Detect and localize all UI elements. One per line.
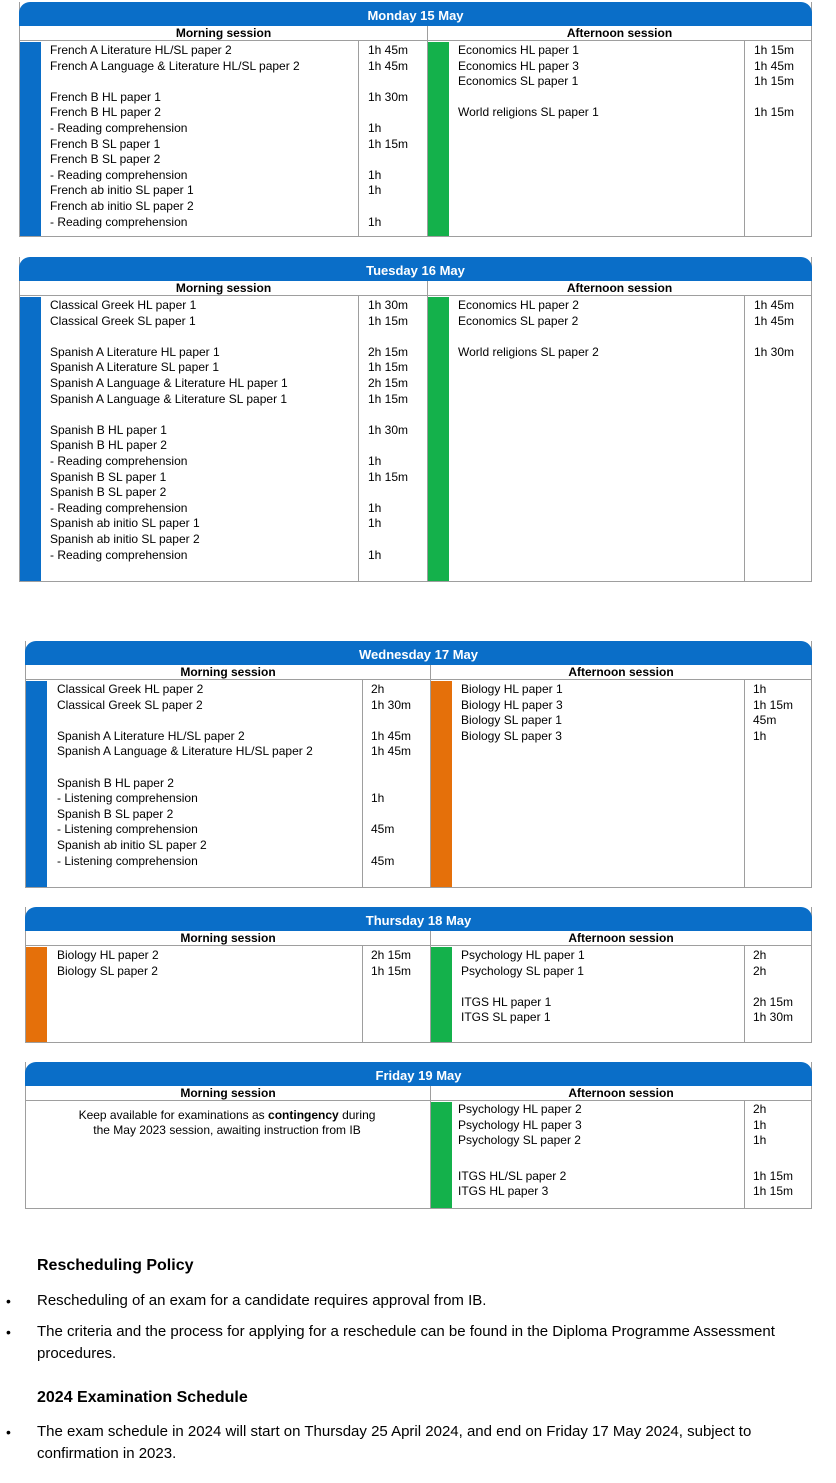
- exam-name: - Listening comprehension: [57, 853, 198, 868]
- afternoon-header: Afternoon session: [430, 931, 812, 946]
- afternoon-exams: [458, 298, 599, 360]
- exam-name: Spanish ab initio SL paper 1: [50, 516, 200, 531]
- exam-name: French ab initio SL paper 1: [50, 183, 194, 198]
- afternoon-color-bar: [431, 681, 452, 887]
- exam-name: Biology HL paper 1: [461, 682, 563, 696]
- morning-exams: [57, 682, 313, 869]
- duration: 1h: [368, 120, 382, 135]
- morning-color-bar: [26, 947, 47, 1042]
- exam-name: Spanish B HL paper 2: [57, 775, 174, 790]
- duration: [368, 105, 408, 121]
- exam-name: Spanish ab initio SL paper 2: [57, 837, 207, 852]
- exam-name: Biology SL paper 2: [57, 963, 158, 978]
- duration: 1h 15m: [368, 391, 409, 406]
- duration: 1h 30m: [754, 344, 795, 359]
- duration: [371, 838, 411, 854]
- spacer-row: [368, 329, 408, 345]
- duration: 1h 45m: [754, 58, 795, 73]
- afternoon-color-bar: [428, 297, 449, 581]
- day-title: Wednesday 17 May: [25, 641, 812, 665]
- spacer-row: [458, 90, 599, 106]
- spacer-row: [57, 713, 313, 729]
- exam-name: Classical Greek HL paper 2: [57, 682, 204, 696]
- exam-name: ITGS HL paper 1: [461, 994, 552, 1009]
- duration: 1h 45m: [371, 728, 412, 743]
- spacer-row: [461, 979, 585, 995]
- afternoon-color-bar: [431, 1102, 452, 1208]
- exam-name: Spanish A Literature SL paper 1: [50, 360, 220, 375]
- contingency-note: Keep available for examinations as contingency during the May 2023 session, awaiting instruction from IB: [78, 1108, 376, 1137]
- exam-name: Classical Greek SL paper 2: [57, 697, 203, 712]
- afternoon-header: Afternoon session: [430, 665, 812, 680]
- duration: 1h 15m: [753, 1184, 794, 1199]
- day-table-tuesday: [19, 257, 812, 582]
- exam-name: Psychology SL paper 2: [458, 1133, 581, 1148]
- exam-name: Spanish B SL paper 2: [50, 485, 167, 500]
- rescheduling-bullet-2: The criteria and the process for applying for a reschedule can be found in the Diploma Programme Assessment procedures.: [37, 1323, 775, 1362]
- morning-color-bar: [20, 297, 41, 581]
- duration: 2h: [753, 948, 767, 962]
- duration: 1h: [368, 167, 382, 182]
- morning-durations: [368, 298, 408, 563]
- day-title: Tuesday 16 May: [19, 257, 812, 281]
- duration: 1h: [753, 1133, 767, 1148]
- exam-name: Spanish ab initio SL paper 2: [50, 531, 200, 546]
- afternoon-durations: [754, 298, 794, 360]
- afternoon-exams: [461, 682, 563, 744]
- schedule-2024-bullet-1: The exam schedule in 2024 will start on Thursday 25 April 2024, and end on Friday 17 May 2024, subject to confirmation in 2023.: [37, 1423, 752, 1462]
- exam-name: Economics HL paper 1: [458, 43, 579, 57]
- duration: 2h 15m: [371, 948, 412, 962]
- duration: 2h 15m: [368, 344, 409, 359]
- afternoon-color-bar: [428, 42, 449, 236]
- duration: 1h: [753, 682, 767, 696]
- exam-name: Biology SL paper 1: [461, 713, 562, 728]
- rescheduling-heading: Rescheduling Policy: [37, 1257, 194, 1274]
- rescheduling-bullet-1: Rescheduling of an exam for a candidate requires approval from IB.: [37, 1292, 487, 1309]
- duration: 1h 15m: [368, 360, 409, 375]
- day-table-wednesday: [25, 641, 812, 888]
- duration: 1h 15m: [754, 105, 795, 120]
- day-table-monday: [19, 2, 812, 237]
- exam-name: French B HL paper 2: [50, 105, 161, 120]
- afternoon-durations: [754, 43, 794, 121]
- duration: 1h: [368, 547, 382, 562]
- exam-name: Psychology HL paper 1: [461, 948, 585, 962]
- duration: 2h: [753, 963, 767, 978]
- morning-durations: [371, 682, 411, 869]
- exam-name: French B HL paper 1: [50, 89, 161, 104]
- exam-name: Spanish A Language & Literature SL paper 1: [50, 391, 288, 406]
- morning-durations: [371, 948, 411, 979]
- schedule-2024-heading: 2024 Examination Schedule: [37, 1389, 248, 1406]
- spacer-row: [371, 760, 411, 776]
- exam-name: Spanish A Literature HL/SL paper 2: [57, 728, 245, 743]
- duration: 1h 45m: [371, 744, 412, 759]
- morning-durations: [368, 43, 408, 230]
- afternoon-header: Afternoon session: [427, 26, 812, 41]
- morning-color-bar: [26, 681, 47, 887]
- exam-name: - Reading comprehension: [50, 500, 188, 515]
- day-title: Friday 19 May: [25, 1062, 812, 1086]
- afternoon-exams: [458, 43, 599, 121]
- exam-name: Spanish A Literature HL paper 1: [50, 344, 220, 359]
- exam-name: French B SL paper 2: [50, 152, 161, 167]
- exam-name: ITGS HL/SL paper 2: [458, 1168, 567, 1183]
- duration: 2h 15m: [753, 994, 794, 1009]
- afternoon-exams: [461, 948, 585, 1026]
- duration: 1h 30m: [368, 298, 409, 312]
- duration: 1h: [368, 516, 382, 531]
- exam-name: Biology HL paper 2: [57, 948, 159, 962]
- duration: 1h 15m: [754, 43, 795, 57]
- exam-name: Spanish B SL paper 2: [57, 806, 174, 821]
- exam-name: Biology HL paper 3: [461, 697, 563, 712]
- spacer-row: [57, 760, 313, 776]
- exam-name: Spanish A Language & Literature HL paper 1: [50, 375, 288, 390]
- duration: 1h 30m: [371, 697, 412, 712]
- afternoon-durations: [753, 948, 793, 1026]
- spacer-row: [368, 74, 408, 90]
- duration: 1h 15m: [753, 697, 794, 712]
- exam-name: Economics HL paper 2: [458, 298, 579, 312]
- duration: 45m: [753, 713, 777, 728]
- morning-header: Morning session: [26, 931, 430, 946]
- duration: 1h 30m: [368, 89, 409, 104]
- duration: 1h 15m: [753, 1168, 794, 1183]
- morning-exams: [50, 298, 288, 563]
- morning-header: Morning session: [20, 281, 427, 296]
- exam-name: Economics SL paper 2: [458, 313, 579, 328]
- duration: 1h: [368, 453, 382, 468]
- duration: 1h: [368, 183, 382, 198]
- morning-header: Morning session: [26, 665, 430, 680]
- spacer-row: [50, 407, 288, 423]
- afternoon-header: Afternoon session: [427, 281, 812, 296]
- spacer-row: [368, 407, 408, 423]
- spacer-row: [753, 979, 793, 995]
- afternoon-exams: [458, 1102, 582, 1200]
- duration: 1h 45m: [368, 43, 409, 57]
- spacer-row: [50, 74, 300, 90]
- exam-name: - Listening comprehension: [57, 822, 198, 837]
- duration: 1h 45m: [754, 313, 795, 328]
- duration: 1h 45m: [754, 298, 795, 312]
- exam-name: Psychology SL paper 1: [461, 963, 584, 978]
- spacer-row: [50, 329, 288, 345]
- exam-name: Biology SL paper 3: [461, 728, 562, 743]
- duration: 1h 30m: [753, 1010, 794, 1025]
- exam-name: Spanish B SL paper 1: [50, 469, 167, 484]
- day-title: Thursday 18 May: [25, 907, 812, 931]
- exam-name: - Reading comprehension: [50, 453, 188, 468]
- afternoon-durations: [753, 1102, 793, 1200]
- spacer-row: [371, 713, 411, 729]
- spacer-row: [753, 1149, 793, 1169]
- duration: 1h 15m: [371, 963, 412, 978]
- duration: 2h: [753, 1102, 767, 1116]
- duration: 1h: [368, 500, 382, 515]
- duration: 1h: [371, 791, 385, 806]
- duration: [368, 438, 408, 454]
- duration: 1h 15m: [754, 74, 795, 89]
- duration: [368, 485, 408, 501]
- exam-name: French A Language & Literature HL/SL paper 2: [50, 58, 300, 73]
- day-table-thursday: [25, 907, 812, 1043]
- duration: [368, 199, 408, 215]
- afternoon-durations: [753, 682, 793, 744]
- duration: 1h 45m: [368, 58, 409, 73]
- exam-name: Spanish A Language & Literature HL/SL paper 2: [57, 744, 313, 759]
- exam-name: Spanish B HL paper 2: [50, 438, 167, 453]
- spacer-row: [754, 329, 794, 345]
- exam-name: Classical Greek SL paper 1: [50, 313, 196, 328]
- morning-color-bar: [20, 42, 41, 236]
- exam-name: French A Literature HL/SL paper 2: [50, 43, 232, 57]
- duration: [371, 776, 411, 792]
- exam-name: Economics HL paper 3: [458, 58, 579, 73]
- exam-name: Psychology HL paper 3: [458, 1117, 582, 1132]
- morning-exams: [57, 948, 159, 979]
- duration: 2h 15m: [368, 375, 409, 390]
- morning-header: Morning session: [26, 1086, 430, 1101]
- spacer-row: [754, 90, 794, 106]
- exam-name: ITGS SL paper 1: [461, 1010, 551, 1025]
- duration: 1h: [368, 214, 382, 229]
- exam-name: Psychology HL paper 2: [458, 1102, 582, 1116]
- duration: 1h 30m: [368, 422, 409, 437]
- bullet-icon: •: [6, 1324, 11, 1340]
- exam-name: Spanish B HL paper 1: [50, 422, 167, 437]
- duration: 1h 15m: [368, 469, 409, 484]
- exam-name: - Reading comprehension: [50, 120, 188, 135]
- morning-exams: [50, 43, 300, 230]
- bullet-icon: •: [6, 1424, 11, 1440]
- exam-name: World religions SL paper 2: [458, 344, 599, 359]
- bullet-icon: •: [6, 1293, 11, 1309]
- duration: 2h: [371, 682, 385, 696]
- day-table-friday: [25, 1062, 812, 1209]
- duration: [368, 532, 408, 548]
- day-title: Monday 15 May: [19, 2, 812, 26]
- exam-name: French B SL paper 1: [50, 136, 161, 151]
- duration: 1h 15m: [368, 136, 409, 151]
- exam-name: - Listening comprehension: [57, 791, 198, 806]
- duration: 45m: [371, 822, 395, 837]
- spacer-row: [458, 329, 599, 345]
- spacer-row: [458, 1149, 582, 1169]
- duration: 1h: [753, 1117, 767, 1132]
- duration: [368, 152, 408, 168]
- exam-name: - Reading comprehension: [50, 547, 188, 562]
- morning-header: Morning session: [20, 26, 427, 41]
- exam-name: World religions SL paper 1: [458, 105, 599, 120]
- exam-name: - Reading comprehension: [50, 214, 188, 229]
- exam-name: ITGS HL paper 3: [458, 1184, 549, 1199]
- duration: [371, 807, 411, 823]
- afternoon-header: Afternoon session: [430, 1086, 812, 1101]
- afternoon-color-bar: [431, 947, 452, 1042]
- exam-name: Economics SL paper 1: [458, 74, 579, 89]
- duration: 1h: [753, 728, 767, 743]
- exam-name: French ab initio SL paper 2: [50, 198, 194, 213]
- exam-name: - Reading comprehension: [50, 167, 188, 182]
- duration: 45m: [371, 853, 395, 868]
- exam-name: Classical Greek HL paper 1: [50, 298, 197, 312]
- duration: 1h 15m: [368, 313, 409, 328]
